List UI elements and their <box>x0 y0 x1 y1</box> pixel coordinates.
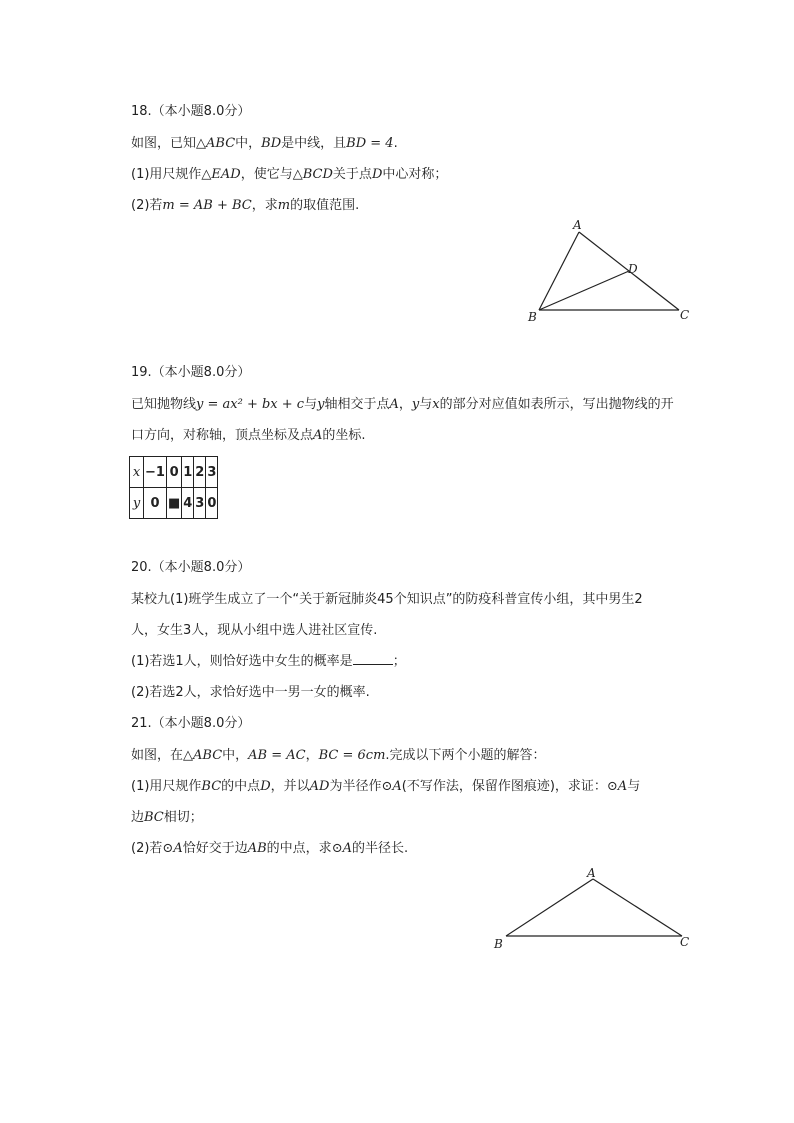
q18-label-d: D <box>628 262 638 276</box>
q18-label-a: A <box>573 220 582 232</box>
table-cell: 2 <box>194 457 206 488</box>
q18-header: 18.（本小题8.0分） <box>131 104 251 119</box>
q21-label-c: C <box>680 935 690 949</box>
q21-label-b: B <box>494 937 503 951</box>
q20-line2: 人，女生3人，现从小组中选人进社区宣传. <box>131 623 378 638</box>
q21-line2: (1)用尺规作BC的中点D，并以AD为半径作⊙A(不写作法，保留作图痕迹)，求证：⊙A与 <box>131 779 641 794</box>
table-row <box>130 488 218 519</box>
q21-line1: 如图，在△ABC中，AB = AC，BC = 6cm.完成以下两个小题的解答： <box>131 748 546 763</box>
q20-header: 20.（本小题8.0分） <box>131 560 251 575</box>
q19-value-table <box>129 456 218 519</box>
q21-header: 21.（本小题8.0分） <box>131 716 251 731</box>
q19-line2: 口方向，对称轴，顶点坐标及点A的坐标. <box>131 428 366 443</box>
q21-line4: (2)若⊙A恰好交于边AB的中点，求⊙A的半径长. <box>131 841 409 856</box>
answer-blank <box>353 652 393 665</box>
table-cell: −1 <box>144 457 167 488</box>
q18-line3: (2)若m = AB + BC，求m的取值范围. <box>131 198 360 213</box>
q19-header: 19.（本小题8.0分） <box>131 365 251 380</box>
q20-line3: (1)若选1人，则恰好选中女生的概率是 ； <box>131 654 406 669</box>
table-cell: 1 <box>182 457 194 488</box>
q19-line1: 已知抛物线y = ax² + bx + c与y轴相交于点A，y与x的部分对应值如表所示，写出抛物线的开 <box>131 397 674 412</box>
q21-line3: 边BC相切； <box>131 810 203 825</box>
table-cell: 4 <box>182 488 194 519</box>
table-cell: 3 <box>194 488 206 519</box>
table-cell: 0 <box>144 488 167 519</box>
q18-line1: 如图，已知△ABC中，BD是中线，且BD = 4. <box>131 136 398 151</box>
q18-label-c: C <box>680 308 690 322</box>
q18-label-b: B <box>528 310 537 324</box>
q21-triangle-figure <box>488 862 698 957</box>
table-cell: 0 <box>206 488 218 519</box>
table-cell: y <box>130 488 144 519</box>
q20-line1: 某校九(1)班学生成立了一个“关于新冠肺炎45个知识点”的防疫科普宣传小组，其中男生2 <box>131 592 643 607</box>
table-cell: 0 <box>166 457 181 488</box>
table-cell: x <box>130 457 144 488</box>
q20-line4: (2)若选2人，求恰好选中一男一女的概率. <box>131 685 370 700</box>
table-row <box>130 457 218 488</box>
q18-line2: (1)用尺规作△EAD，使它与△BCD关于点D中心对称； <box>131 167 448 182</box>
table-cell: 3 <box>206 457 218 488</box>
q18-triangle-figure <box>520 220 700 330</box>
table-cell: ■ <box>166 488 181 519</box>
q21-label-a: A <box>587 866 596 880</box>
